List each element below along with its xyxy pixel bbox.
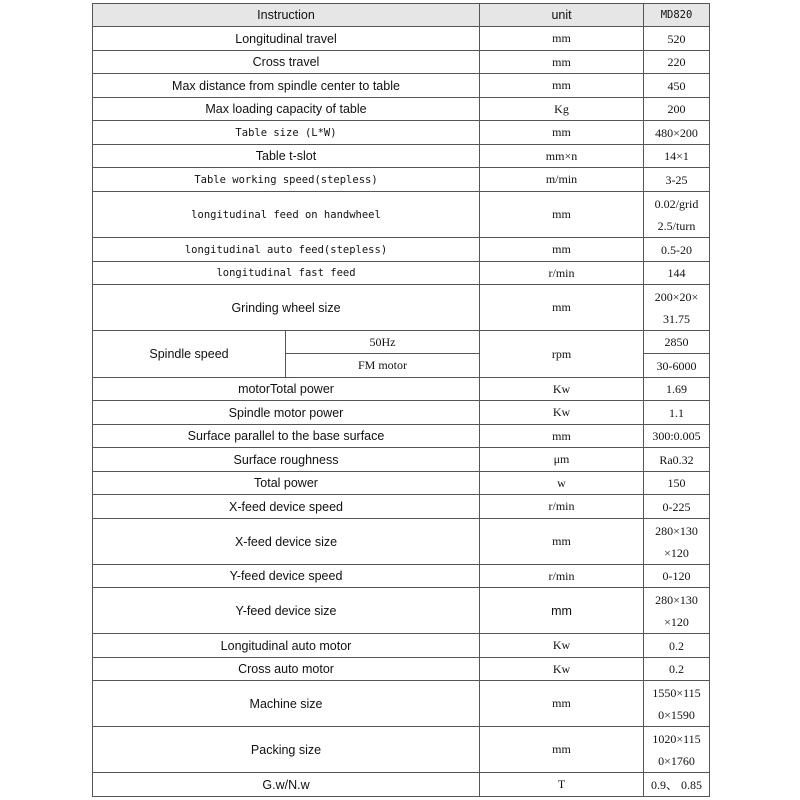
row-unit: r/min (480, 495, 644, 519)
table-row (93, 27, 710, 51)
row-value (644, 285, 710, 331)
row-unit: mm (480, 681, 644, 727)
row-unit: mm (480, 51, 644, 74)
table-row (93, 681, 710, 727)
value-line: 2.5/turn (657, 218, 696, 233)
row-unit: mm (480, 238, 644, 262)
row-label: Cross travel (93, 51, 480, 74)
row-unit: μm (480, 448, 644, 472)
row-value: 0-120 (644, 565, 710, 588)
table-row (93, 378, 710, 401)
row-unit: mm (480, 192, 644, 238)
row-label: Cross auto motor (93, 658, 480, 681)
table-row (93, 98, 710, 121)
sub-label: FM motor (286, 354, 480, 378)
row-value: 450 (644, 74, 710, 98)
row-value (644, 681, 710, 727)
row-value: 30-6000 (644, 354, 710, 378)
row-unit: r/min (480, 262, 644, 285)
row-unit: rpm (480, 331, 644, 378)
value-line: 200×20× (654, 289, 699, 304)
row-label: Surface roughness (93, 448, 480, 472)
value-line: 1020×115 (652, 731, 701, 746)
table-row (93, 121, 710, 145)
value-line: ×120 (664, 545, 689, 560)
table-row (93, 331, 710, 354)
table-row (93, 773, 710, 797)
row-label: X-feed device size (93, 519, 480, 565)
spec-table (92, 3, 710, 797)
row-value: 150 (644, 472, 710, 495)
row-label: longitudinal fast feed (93, 262, 480, 285)
row-value: 0.2 (644, 658, 710, 681)
row-label: longitudinal feed on handwheel (93, 192, 480, 238)
row-unit: mm×n (480, 145, 644, 168)
table-row (93, 425, 710, 448)
row-label: Table size (L*W) (93, 121, 480, 145)
row-unit: mm (480, 27, 644, 51)
table-row (93, 472, 710, 495)
row-unit: r/min (480, 565, 644, 588)
header-unit: unit (480, 4, 644, 27)
table-row (93, 51, 710, 74)
row-value: 0.5-20 (644, 238, 710, 262)
row-label: Packing size (93, 727, 480, 773)
row-value: 220 (644, 51, 710, 74)
row-unit: mm (480, 727, 644, 773)
value-line: 280×130 (655, 523, 698, 538)
row-label: Max loading capacity of table (93, 98, 480, 121)
table-row (93, 238, 710, 262)
table-row (93, 285, 710, 331)
row-unit: mm (480, 519, 644, 565)
row-label: Total power (93, 472, 480, 495)
row-value: 300:0.005 (644, 425, 710, 448)
header-instruction: Instruction (93, 4, 480, 27)
row-label: Spindle speed (93, 331, 286, 378)
row-value: 520 (644, 27, 710, 51)
row-label: longitudinal auto feed(stepless) (93, 238, 480, 262)
row-value: 144 (644, 262, 710, 285)
header-row (93, 4, 710, 27)
table-row (93, 401, 710, 425)
header-model: MD820 (644, 4, 710, 27)
table-row (93, 168, 710, 192)
row-label: Longitudinal auto motor (93, 634, 480, 658)
value-line: 280×130 (655, 592, 698, 607)
row-unit: w (480, 472, 644, 495)
row-label: Table t-slot (93, 145, 480, 168)
row-label: Y-feed device size (93, 588, 480, 634)
row-value (644, 588, 710, 634)
row-unit: mm (480, 121, 644, 145)
row-unit: Kw (480, 634, 644, 658)
row-value: 1.1 (644, 401, 710, 425)
table-row (93, 658, 710, 681)
row-value: 0-225 (644, 495, 710, 519)
table-row (93, 565, 710, 588)
row-label: Y-feed device speed (93, 565, 480, 588)
row-value: Ra0.32 (644, 448, 710, 472)
row-unit: mm (480, 588, 644, 634)
row-unit: mm (480, 74, 644, 98)
value-line: 31.75 (663, 311, 691, 326)
table-row (93, 262, 710, 285)
table-row (93, 495, 710, 519)
row-unit: m/min (480, 168, 644, 192)
table-row (93, 634, 710, 658)
table-row (93, 727, 710, 773)
row-label: Machine size (93, 681, 480, 727)
row-unit: Kg (480, 98, 644, 121)
row-value: 480×200 (644, 121, 710, 145)
value-line: 1550×115 (652, 685, 701, 700)
row-unit: mm (480, 425, 644, 448)
row-label: Grinding wheel size (93, 285, 480, 331)
row-value: 0.9、 0.85 (644, 773, 710, 797)
row-value: 0.2 (644, 634, 710, 658)
row-unit: Kw (480, 378, 644, 401)
row-label: motorTotal power (93, 378, 480, 401)
table-row (93, 588, 710, 634)
row-label: G.w/N.w (93, 773, 480, 797)
row-label: Spindle motor power (93, 401, 480, 425)
row-label: Table working speed(stepless) (93, 168, 480, 192)
row-unit: T (480, 773, 644, 797)
row-value (644, 727, 710, 773)
value-line: 0×1760 (658, 753, 695, 768)
row-value (644, 519, 710, 565)
table-row (93, 448, 710, 472)
row-value: 2850 (644, 331, 710, 354)
row-value: 1.69 (644, 378, 710, 401)
row-value: 14×1 (644, 145, 710, 168)
table-row (93, 74, 710, 98)
value-line: 0×1590 (658, 707, 695, 722)
row-unit: mm (480, 285, 644, 331)
table-row (93, 519, 710, 565)
row-value (644, 192, 710, 238)
row-label: Max distance from spindle center to table (93, 74, 480, 98)
row-label: X-feed device speed (93, 495, 480, 519)
row-label: Surface parallel to the base surface (93, 425, 480, 448)
table-row (93, 145, 710, 168)
row-label: Longitudinal travel (93, 27, 480, 51)
value-line: 0.02/grid (654, 196, 699, 211)
row-unit: Kw (480, 658, 644, 681)
table-row (93, 192, 710, 238)
row-unit: Kw (480, 401, 644, 425)
value-line: ×120 (664, 614, 689, 629)
row-value: 3-25 (644, 168, 710, 192)
row-value: 200 (644, 98, 710, 121)
sub-label: 50Hz (286, 331, 480, 354)
